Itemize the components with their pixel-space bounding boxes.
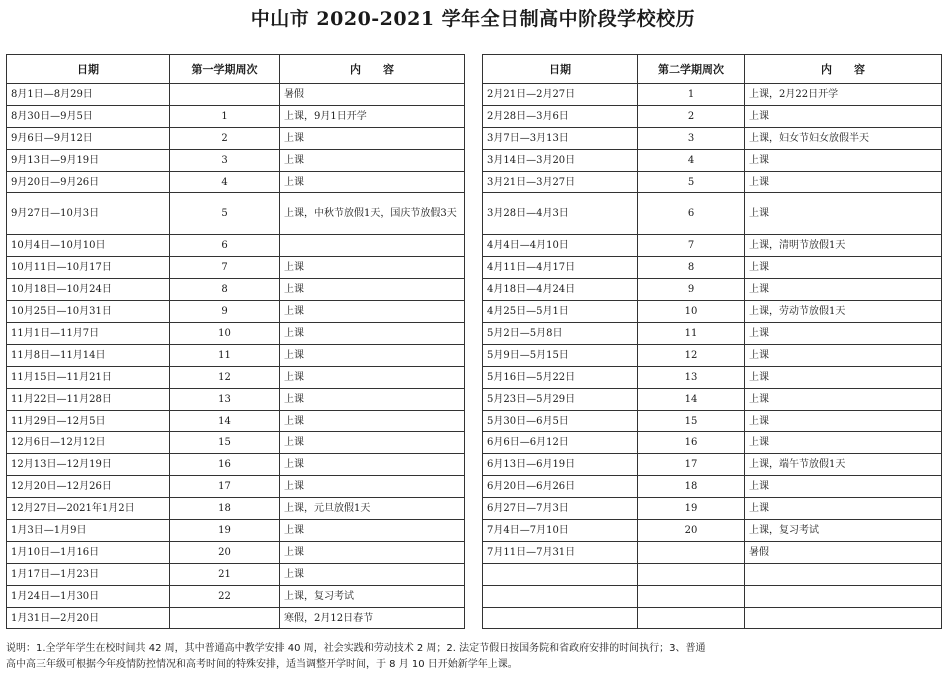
table-row (483, 541, 942, 563)
week-cell: 14 (638, 388, 745, 410)
table-row (483, 432, 942, 454)
date-cell: 11月22日—11月28日 (7, 388, 170, 410)
date-cell: 4月4日—4月10日 (483, 235, 638, 257)
date-cell: 12月27日—2021年1月2日 (7, 498, 170, 520)
date-cell: 12月13日—12月19日 (7, 454, 170, 476)
week-cell: 19 (638, 498, 745, 520)
week-cell (638, 585, 745, 607)
content-cell: 上课，9月1日开学 (280, 105, 465, 127)
date-cell (483, 607, 638, 629)
date-cell: 5月9日—5月15日 (483, 344, 638, 366)
content-cell: 上课，中秋节放假1天，国庆节放假3天 (280, 193, 465, 235)
content-cell: 上课 (745, 279, 942, 301)
explanation-note (6, 641, 941, 673)
content-cell: 寒假，2月12日春节 (280, 607, 465, 629)
date-cell: 4月18日—4月24日 (483, 279, 638, 301)
date-cell: 8月30日—9月5日 (7, 105, 170, 127)
content-cell (745, 585, 942, 607)
content-cell: 上课，2月22日开学 (745, 84, 942, 106)
date-cell: 3月14日—3月20日 (483, 149, 638, 171)
content-cell: 上课 (745, 498, 942, 520)
week-cell: 13 (170, 388, 280, 410)
second-semester-table (482, 54, 942, 629)
content-cell: 上课，端午节放假1天 (745, 454, 942, 476)
date-cell: 11月15日—11月21日 (7, 366, 170, 388)
table-row (483, 84, 942, 106)
week-cell: 4 (638, 149, 745, 171)
content-cell: 上课 (745, 410, 942, 432)
content-cell: 上课 (745, 388, 942, 410)
date-cell: 5月16日—5月22日 (483, 366, 638, 388)
week-cell: 18 (638, 476, 745, 498)
week-cell: 13 (638, 366, 745, 388)
week-cell: 20 (638, 520, 745, 542)
table-row (483, 344, 942, 366)
table-row (483, 585, 942, 607)
date-cell: 1月3日—1月9日 (7, 520, 170, 542)
date-cell: 12月6日—12月12日 (7, 432, 170, 454)
week-cell: 5 (638, 171, 745, 193)
date-cell: 5月30日—6月5日 (483, 410, 638, 432)
first-semester-table (6, 54, 465, 629)
content-cell: 上课 (745, 257, 942, 279)
table-row (483, 193, 942, 235)
week-cell: 9 (170, 301, 280, 323)
content-cell: 上课 (280, 344, 465, 366)
content-cell: 上课，清明节放假1天 (745, 235, 942, 257)
content-cell: 上课，复习考试 (280, 585, 465, 607)
content-cell: 上课 (280, 366, 465, 388)
date-cell: 1月31日—2月20日 (7, 607, 170, 629)
date-cell: 5月2日—5月8日 (483, 323, 638, 345)
table-row (7, 476, 465, 498)
table-row (483, 127, 942, 149)
table-row (483, 235, 942, 257)
date-cell: 6月20日—6月26日 (483, 476, 638, 498)
content-cell: 暑假 (745, 541, 942, 563)
week-cell: 16 (638, 432, 745, 454)
content-cell: 上课 (745, 323, 942, 345)
date-cell: 6月13日—6月19日 (483, 454, 638, 476)
date-cell: 8月1日—8月29日 (7, 84, 170, 106)
week-cell: 19 (170, 520, 280, 542)
column-header-week: 第一学期周次 (170, 55, 280, 84)
column-header-content: 内 容 (745, 55, 942, 84)
table-row (483, 257, 942, 279)
content-cell: 上课，妇女节妇女放假半天 (745, 127, 942, 149)
content-cell: 上课 (280, 127, 465, 149)
table-row (483, 301, 942, 323)
week-cell: 3 (638, 127, 745, 149)
date-cell: 4月11日—4月17日 (483, 257, 638, 279)
week-cell (638, 563, 745, 585)
week-cell: 12 (638, 344, 745, 366)
table-row (483, 607, 942, 629)
content-cell: 上课，劳动节放假1天 (745, 301, 942, 323)
date-cell (483, 585, 638, 607)
content-cell (280, 235, 465, 257)
week-cell: 11 (638, 323, 745, 345)
date-cell: 1月10日—1月16日 (7, 541, 170, 563)
date-cell (483, 563, 638, 585)
date-cell: 10月11日—10月17日 (7, 257, 170, 279)
table-row (483, 149, 942, 171)
week-cell: 7 (638, 235, 745, 257)
week-cell: 17 (170, 476, 280, 498)
date-cell: 10月18日—10月24日 (7, 279, 170, 301)
table-row (483, 563, 942, 585)
table-row (7, 171, 465, 193)
content-cell: 上课 (745, 344, 942, 366)
date-cell: 11月29日—12月5日 (7, 410, 170, 432)
date-cell: 1月17日—1月23日 (7, 563, 170, 585)
content-cell (745, 607, 942, 629)
date-cell: 5月23日—5月29日 (483, 388, 638, 410)
table-row (7, 149, 465, 171)
week-cell: 21 (170, 563, 280, 585)
content-cell: 上课，元旦放假1天 (280, 498, 465, 520)
date-cell: 2月21日—2月27日 (483, 84, 638, 106)
week-cell (638, 607, 745, 629)
week-cell: 6 (638, 193, 745, 235)
week-cell: 20 (170, 541, 280, 563)
date-cell: 7月4日—7月10日 (483, 520, 638, 542)
date-cell: 3月28日—4月3日 (483, 193, 638, 235)
date-cell: 1月24日—1月30日 (7, 585, 170, 607)
week-cell: 11 (170, 344, 280, 366)
page-title: 中山市 2020-2021 学年全日制高中阶段学校校历 (250, 8, 696, 30)
table-row (7, 193, 465, 235)
content-cell: 上课 (280, 454, 465, 476)
week-cell: 18 (170, 498, 280, 520)
table-row (7, 563, 465, 585)
week-cell: 8 (170, 279, 280, 301)
week-cell: 10 (638, 301, 745, 323)
table-row (7, 607, 465, 629)
content-cell: 上课 (280, 301, 465, 323)
content-cell: 上课 (745, 476, 942, 498)
content-cell: 上课 (745, 105, 942, 127)
table-row (7, 127, 465, 149)
content-cell: 上课 (280, 563, 465, 585)
table-row (7, 410, 465, 432)
week-cell (170, 84, 280, 106)
table-row (7, 235, 465, 257)
week-cell: 10 (170, 323, 280, 345)
table-row (7, 498, 465, 520)
content-cell: 暑假 (280, 84, 465, 106)
date-cell: 6月6日—6月12日 (483, 432, 638, 454)
content-cell: 上课 (745, 171, 942, 193)
week-cell: 1 (170, 105, 280, 127)
content-cell: 上课 (745, 432, 942, 454)
table-row (7, 323, 465, 345)
table-row (483, 520, 942, 542)
column-header-week: 第二学期周次 (638, 55, 745, 84)
week-cell: 17 (638, 454, 745, 476)
note-line: 高中高三年级可根据今年疫情防控情况和高考时间的特殊安排，适当调整开学时间，于 8 月 10 日开始新学年上课。 (6, 659, 518, 670)
table-row (7, 454, 465, 476)
content-cell: 上课 (280, 410, 465, 432)
content-cell: 上课 (280, 257, 465, 279)
column-header-date: 日期 (7, 55, 170, 84)
table-row (7, 279, 465, 301)
week-cell: 9 (638, 279, 745, 301)
week-cell: 15 (638, 410, 745, 432)
date-cell: 7月11日—7月31日 (483, 541, 638, 563)
table-row (7, 301, 465, 323)
table-row (483, 410, 942, 432)
content-cell: 上课 (280, 476, 465, 498)
content-cell: 上课，复习考试 (745, 520, 942, 542)
table-row (483, 323, 942, 345)
week-cell: 2 (638, 105, 745, 127)
date-cell: 9月13日—9月19日 (7, 149, 170, 171)
date-cell: 3月21日—3月27日 (483, 171, 638, 193)
table-row (7, 105, 465, 127)
table-row (483, 498, 942, 520)
content-cell: 上课 (280, 279, 465, 301)
week-cell: 12 (170, 366, 280, 388)
table-row (483, 388, 942, 410)
date-cell: 12月20日—12月26日 (7, 476, 170, 498)
week-cell (170, 607, 280, 629)
column-header-date: 日期 (483, 55, 638, 84)
content-cell: 上课 (280, 541, 465, 563)
table-row (483, 279, 942, 301)
date-cell: 9月27日—10月3日 (7, 193, 170, 235)
week-cell: 16 (170, 454, 280, 476)
week-cell: 14 (170, 410, 280, 432)
week-cell: 7 (170, 257, 280, 279)
content-cell: 上课 (280, 432, 465, 454)
table-row (7, 585, 465, 607)
table-row (7, 520, 465, 542)
date-cell: 4月25日—5月1日 (483, 301, 638, 323)
table-row (483, 171, 942, 193)
table-row (7, 366, 465, 388)
week-cell: 3 (170, 149, 280, 171)
table-row (7, 344, 465, 366)
date-cell: 3月7日—3月13日 (483, 127, 638, 149)
date-cell: 9月6日—9月12日 (7, 127, 170, 149)
date-cell: 6月27日—7月3日 (483, 498, 638, 520)
week-cell: 15 (170, 432, 280, 454)
table-row (483, 454, 942, 476)
date-cell: 10月4日—10月10日 (7, 235, 170, 257)
content-cell: 上课 (280, 171, 465, 193)
table-row (483, 366, 942, 388)
content-cell (745, 563, 942, 585)
date-cell: 10月25日—10月31日 (7, 301, 170, 323)
table-header-row (483, 55, 942, 84)
week-cell: 22 (170, 585, 280, 607)
table-row (7, 84, 465, 106)
week-cell: 5 (170, 193, 280, 235)
table-row (483, 476, 942, 498)
content-cell: 上课 (745, 193, 942, 235)
week-cell: 8 (638, 257, 745, 279)
week-cell: 4 (170, 171, 280, 193)
table-header-row (7, 55, 465, 84)
table-row (7, 388, 465, 410)
date-cell: 11月8日—11月14日 (7, 344, 170, 366)
table-row (7, 257, 465, 279)
table-row (483, 105, 942, 127)
week-cell: 6 (170, 235, 280, 257)
table-row (7, 541, 465, 563)
content-cell: 上课 (280, 323, 465, 345)
content-cell: 上课 (280, 388, 465, 410)
week-cell: 2 (170, 127, 280, 149)
content-cell: 上课 (280, 149, 465, 171)
note-line: 说明：1.全学年学生在校时间共 42 周，其中普通高中教学安排 40 周，社会实践和劳动技术 2 周；2. 法定节假日按国务院和省政府安排的时间执行；3、普通 (6, 643, 706, 654)
date-cell: 2月28日—3月6日 (483, 105, 638, 127)
content-cell: 上课 (745, 149, 942, 171)
content-cell: 上课 (745, 366, 942, 388)
content-cell: 上课 (280, 520, 465, 542)
date-cell: 11月1日—11月7日 (7, 323, 170, 345)
table-row (7, 432, 465, 454)
date-cell: 9月20日—9月26日 (7, 171, 170, 193)
week-cell: 1 (638, 84, 745, 106)
column-header-content: 内 容 (280, 55, 465, 84)
week-cell (638, 541, 745, 563)
